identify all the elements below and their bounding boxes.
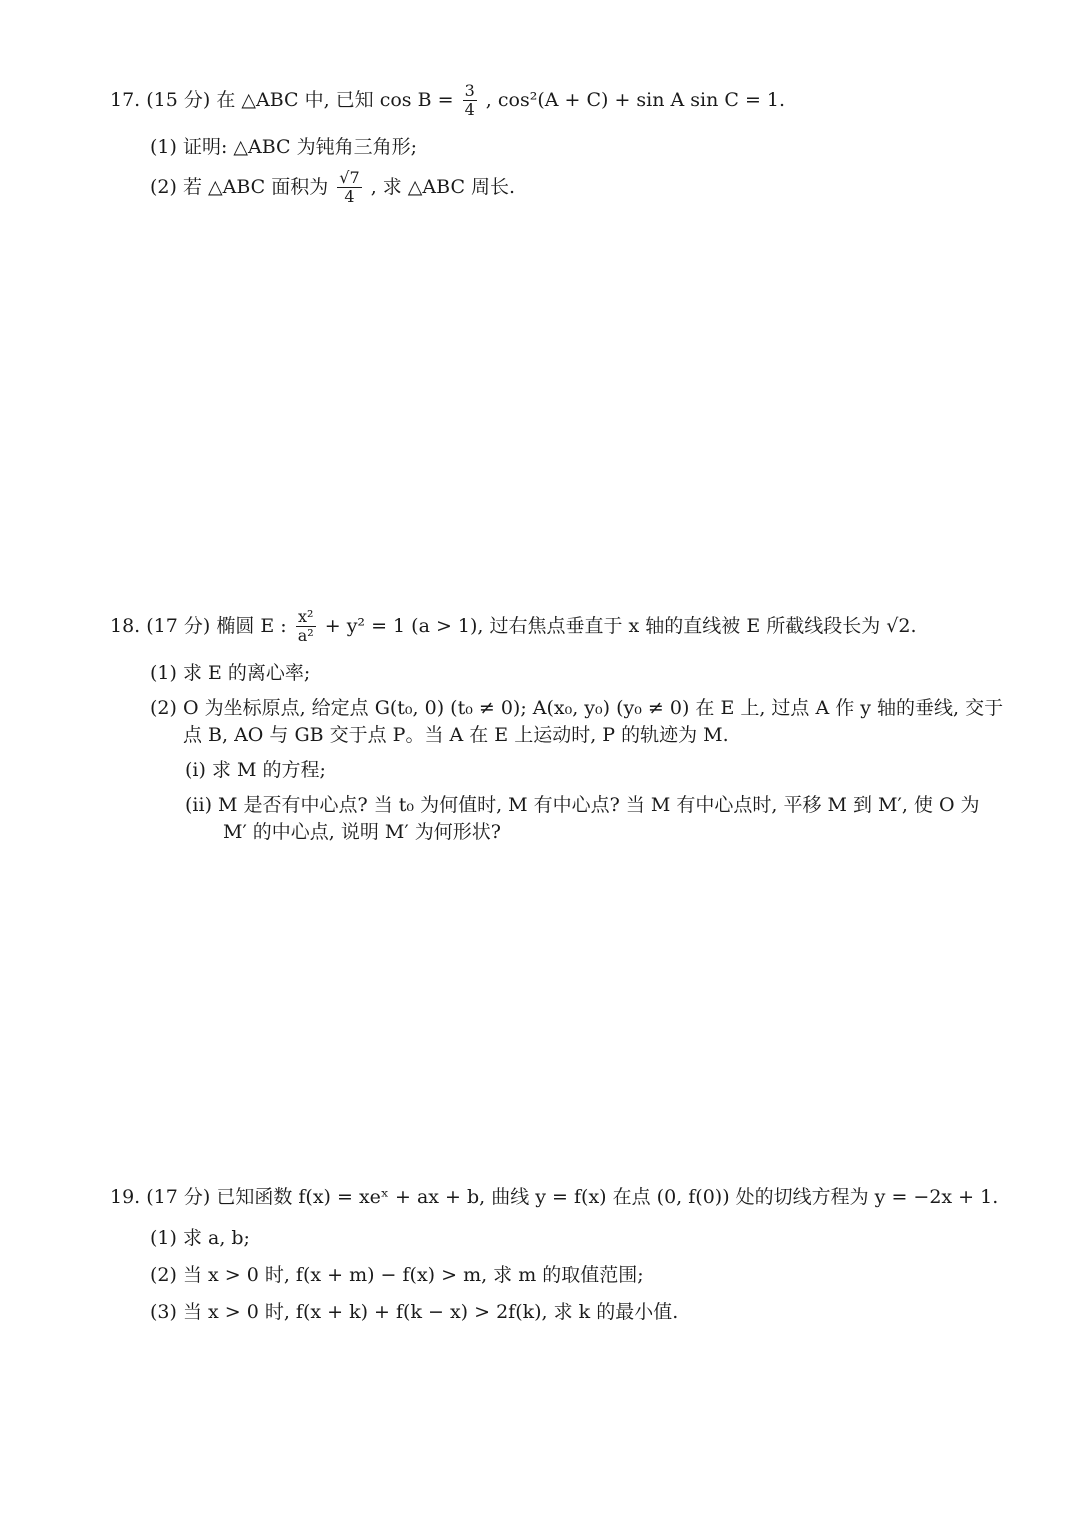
problem-19-statement: 19. (17 分) 已知函数 f(x) = xeˣ + ax + b, 曲线 y = f(x) 在点 (0, f(0)) 处的切线方程为 y = −2x + 1. xyxy=(110,1186,999,1208)
problem-19-part-3: (3) 当 x > 0 时, f(x + k) + f(k − x) > 2f(k), 求 k 的最小值. xyxy=(150,1301,679,1323)
problem-18-head: 18. (17 分) 椭圆 E : xyxy=(110,614,287,637)
problem-17-tail: , cos²(A + C) + sin A sin C = 1. xyxy=(485,88,786,111)
fraction-x2-over-a2: $\frac{\text{x²}}{\text{a²}}$ xyxy=(297,607,314,646)
problem-19-part-1: (1) 求 a, b; xyxy=(150,1227,250,1249)
problem-17-part-2-tail: , 求 △ABC 周长. xyxy=(370,175,516,198)
problem-18-part-2-ii-line-2: M′ 的中心点, 说明 M′ 为何形状? xyxy=(223,821,501,843)
fraction-3-over-4: $\frac{3}{4}$ xyxy=(464,81,475,120)
problem-17-part-2-head: (2) 若 △ABC 面积为 xyxy=(150,175,329,198)
problem-19-part-2: (2) 当 x > 0 时, f(x + m) − f(x) > m, 求 m 的取值范围; xyxy=(150,1264,644,1286)
problem-18-tail: + y² = 1 (a > 1), 过右焦点垂直于 x 轴的直线被 E 所截线段长为 √2. xyxy=(324,614,917,637)
problem-18-part-2-line-1: (2) O 为坐标原点, 给定点 G(t₀, 0) (t₀ ≠ 0); A(x₀, y₀) (y₀ ≠ 0) 在 E 上, 过点 A 作 y 轴的垂线, 交于 xyxy=(150,697,1004,719)
problem-18-part-1: (1) 求 E 的离心率; xyxy=(150,662,311,684)
problem-17-part-1: (1) 证明: △ABC 为钝角三角形; xyxy=(150,136,418,158)
problem-18-part-2-line-2: 点 B, AO 与 GB 交于点 P。当 A 在 E 上运动时, P 的轨迹为 M. xyxy=(183,724,729,746)
problem-19 xyxy=(110,1188,1040,1322)
problem-17 xyxy=(110,82,1040,207)
problem-17-head: 17. (15 分) 在 △ABC 中, 已知 cos B = xyxy=(110,88,454,111)
problem-18 xyxy=(110,608,1040,842)
fraction-sqrt7-over-4: $\frac{√7}{4}$ xyxy=(339,168,360,207)
problem-17-statement xyxy=(110,82,1040,126)
problem-18-part-2-ii-line-1: (ii) M 是否有中心点? 当 t₀ 为何值时, M 有中心点? 当 M 有中心点时, 平移 M 到 M′, 使 O 为 xyxy=(185,794,980,816)
problem-18-part-2-i: (i) 求 M 的方程; xyxy=(185,759,326,781)
problem-18-statement xyxy=(110,608,1040,652)
problem-17-part-2 xyxy=(110,169,1040,207)
